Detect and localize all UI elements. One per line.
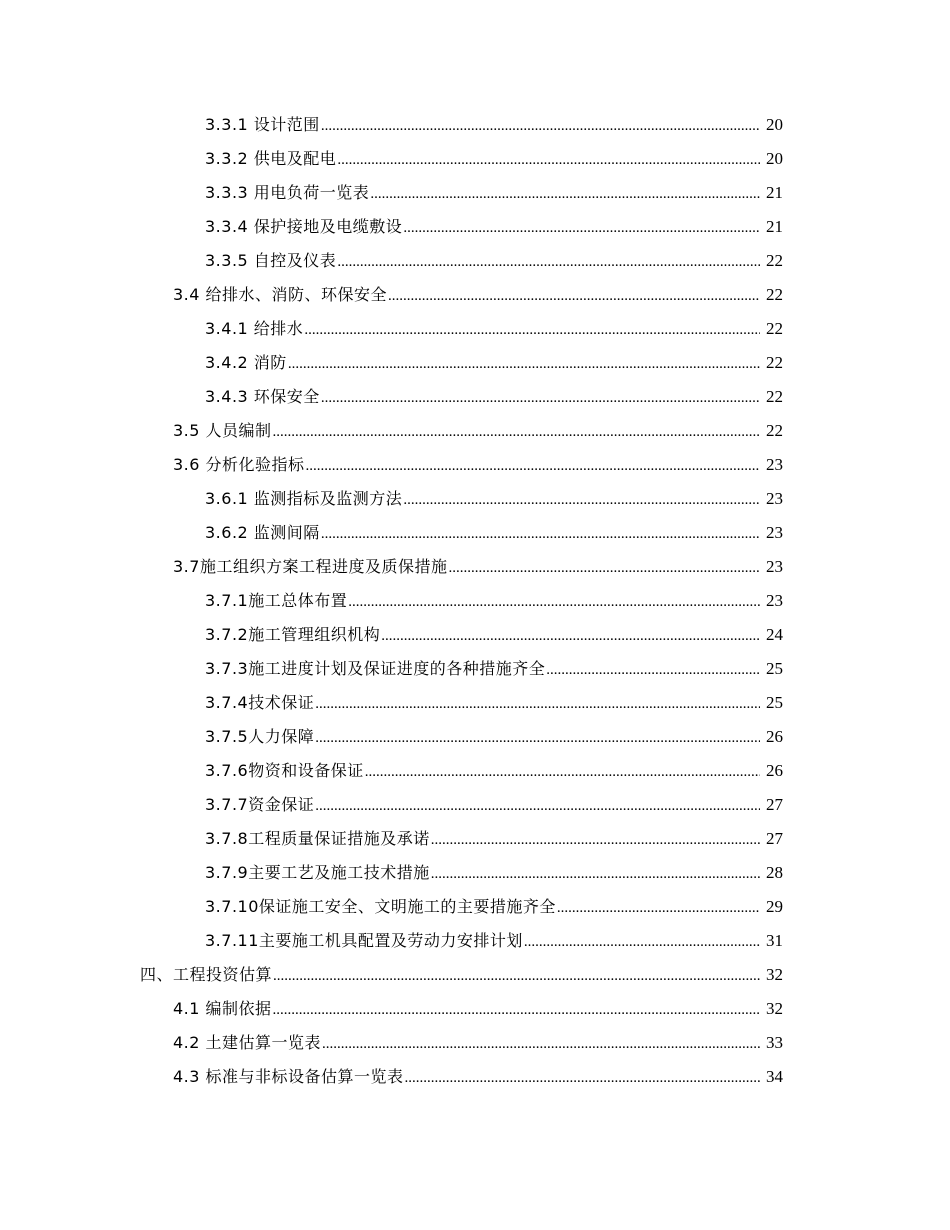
toc-entry-3-5[interactable] [0,414,783,448]
toc-entry-label: 3.7.11主要施工机具配置及劳动力安排计划 [205,931,523,950]
toc-entry-page: 21 [766,217,783,236]
dot-leader [381,618,760,652]
toc-entry-4-3[interactable] [0,1060,783,1094]
dot-leader [306,448,760,482]
toc-entry-page: 24 [766,625,783,644]
dot-leader [403,210,760,244]
toc-entry-page: 23 [766,557,783,576]
toc-entry-label: 3.4.3 环保安全 [205,387,320,406]
dot-leader [315,720,760,754]
toc-entry-label: 3.7.10保证施工安全、文明施工的主要措施齐全 [205,897,556,916]
toc-entry-label: 3.7.9主要工艺及施工技术措施 [205,863,430,882]
toc-entry-label: 3.7.5人力保障 [205,727,315,746]
toc-entry-label: 4.2 土建估算一览表 [173,1033,322,1052]
toc-entry-page: 20 [766,115,783,134]
toc-entry-label: 3.5 人员编制 [173,421,272,440]
toc-entry-page: 25 [766,693,783,712]
toc-entry-page: 26 [766,727,783,746]
toc-entry-3-3-4[interactable] [0,210,783,244]
dot-leader [524,924,760,958]
toc-entry-label: 3.7.1施工总体布置 [205,591,348,610]
toc-entry-page: 32 [766,965,783,984]
toc-entry-label: 3.7.6物资和设备保证 [205,761,364,780]
toc-entry-3-7-5[interactable] [0,720,783,754]
dot-leader [315,686,760,720]
toc-entry-page: 29 [766,897,783,916]
toc-entry-page: 31 [766,931,783,950]
toc-entry-label: 4.1 编制依据 [173,999,272,1018]
dot-leader [322,1026,760,1060]
toc-entry-label: 3.4.1 给排水 [205,319,304,338]
toc-entry-page: 25 [766,659,783,678]
dot-leader [370,176,760,210]
toc-entry-page: 23 [766,523,783,542]
dot-leader [448,550,760,584]
toc-entry-label: 3.4 给排水、消防、环保安全 [173,285,388,304]
toc-entry-3-4-2[interactable] [0,346,783,380]
dot-leader [431,822,760,856]
toc-entry-page: 23 [766,455,783,474]
toc-entry-4-2[interactable] [0,1026,783,1060]
toc-entry-page: 20 [766,149,783,168]
toc-entry-3-7-4[interactable] [0,686,783,720]
toc-entry-page: 22 [766,285,783,304]
dot-leader [315,788,760,822]
toc-entry-3-7-9[interactable] [0,856,783,890]
toc-entry-page: 22 [766,353,783,372]
toc-entry-4-1[interactable] [0,992,783,1026]
toc-entry-page: 26 [766,761,783,780]
toc-entry-page: 27 [766,829,783,848]
toc-entry-label: 四、工程投资估算 [140,965,273,984]
toc-entry-page: 33 [766,1033,783,1052]
toc-entry-label: 3.7.7资金保证 [205,795,315,814]
toc-entry-label: 3.3.3 用电负荷一览表 [205,183,370,202]
toc-entry-page: 22 [766,251,783,270]
toc-entry-label: 3.3.2 供电及配电 [205,149,337,168]
toc-entry-label: 4.3 标准与非标设备估算一览表 [173,1067,404,1086]
dot-leader [288,346,760,380]
toc-entry-chapter-4[interactable] [0,958,783,992]
toc-entry-page: 34 [766,1067,783,1086]
toc-entry-label: 3.3.5 自控及仪表 [205,251,337,270]
toc-entry-3-4-1[interactable] [0,312,783,346]
toc-entry-3-6-2[interactable] [0,516,783,550]
toc-entry-3-7[interactable] [0,550,783,584]
toc-entry-3-7-11[interactable] [0,924,783,958]
dot-leader [388,278,760,312]
dot-leader [273,958,760,992]
toc-entry-3-4[interactable] [0,278,783,312]
toc-entry-3-7-8[interactable] [0,822,783,856]
toc-entry-label: 3.7.8工程质量保证措施及承诺 [205,829,430,848]
toc-entry-3-4-3[interactable] [0,380,783,414]
toc-entry-3-7-10[interactable] [0,890,783,924]
toc-entry-3-6-1[interactable] [0,482,783,516]
toc-entry-page: 28 [766,863,783,882]
toc-entry-3-7-7[interactable] [0,788,783,822]
dot-leader [405,1060,760,1094]
toc-entry-3-3-3[interactable] [0,176,783,210]
toc-entry-3-7-1[interactable] [0,584,783,618]
toc-entry-label: 3.3.1 设计范围 [205,115,320,134]
toc-entry-label: 3.7施工组织方案工程进度及质保措施 [173,557,448,576]
toc-entry-3-7-2[interactable] [0,618,783,652]
table-of-contents [0,108,950,1094]
toc-entry-3-6[interactable] [0,448,783,482]
dot-leader [431,856,760,890]
toc-entry-label: 3.6.2 监测间隔 [205,523,320,542]
toc-entry-3-3-2[interactable] [0,142,783,176]
toc-entry-label: 3.7.4技术保证 [205,693,315,712]
toc-entry-3-3-5[interactable] [0,244,783,278]
toc-entry-page: 22 [766,387,783,406]
dot-leader [546,652,760,686]
dot-leader [403,482,760,516]
dot-leader [304,312,760,346]
toc-entry-page: 32 [766,999,783,1018]
dot-leader [365,754,760,788]
toc-entry-label: 3.7.3施工进度计划及保证进度的各种措施齐全 [205,659,546,678]
toc-entry-3-3-1[interactable] [0,108,783,142]
dot-leader [273,992,760,1026]
dot-leader [337,244,760,278]
dot-leader [337,142,760,176]
toc-entry-label: 3.3.4 保护接地及电缆敷设 [205,217,403,236]
dot-leader [321,516,760,550]
dot-leader [321,380,760,414]
toc-entry-page: 23 [766,489,783,508]
dot-leader [348,584,760,618]
toc-entry-3-7-6[interactable] [0,754,783,788]
toc-entry-label: 3.4.2 消防 [205,353,287,372]
toc-entry-label: 3.7.2施工管理组织机构 [205,625,381,644]
dot-leader [273,414,760,448]
toc-entry-page: 23 [766,591,783,610]
toc-entry-label: 3.6.1 监测指标及监测方法 [205,489,403,508]
dot-leader [321,108,760,142]
toc-entry-page: 21 [766,183,783,202]
toc-entry-page: 27 [766,795,783,814]
toc-entry-label: 3.6 分析化验指标 [173,455,305,474]
toc-entry-page: 22 [766,421,783,440]
toc-entry-3-7-3[interactable] [0,652,783,686]
toc-entry-page: 22 [766,319,783,338]
dot-leader [557,890,760,924]
